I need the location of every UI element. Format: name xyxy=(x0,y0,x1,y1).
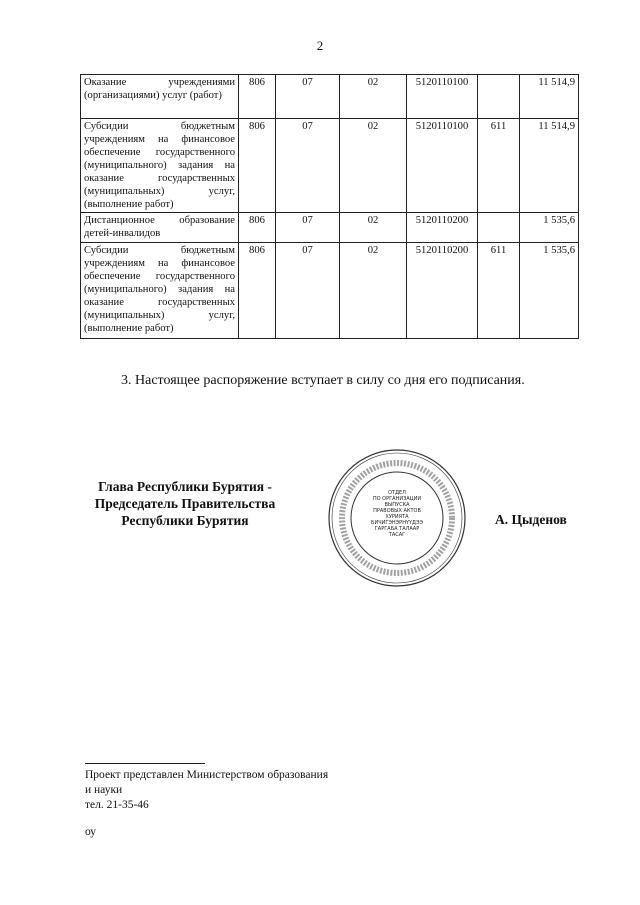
row-amount: 11 514,9 xyxy=(520,75,579,119)
row-section: 07 xyxy=(276,213,340,243)
row-section: 07 xyxy=(276,75,340,119)
stamp-line: ПО ОРГАНИЗАЦИИ xyxy=(372,496,422,502)
row-subsection: 02 xyxy=(340,75,407,119)
row-amount: 11 514,9 xyxy=(520,119,579,213)
row-type xyxy=(478,75,520,119)
footnote xyxy=(85,768,328,813)
row-name: Субсидии бюджетным учреждениям на финансовое обеспечение государственного (муниципального) задания на оказание государственных (муниципальных) услуг, (выполнение работ) xyxy=(81,119,239,213)
row-code: 806 xyxy=(239,75,276,119)
row-code: 806 xyxy=(239,243,276,339)
stamp-line: ОТДЕЛ xyxy=(388,490,406,496)
row-amount: 1 535,6 xyxy=(520,213,579,243)
row-target: 5120110100 xyxy=(407,75,478,119)
row-type: 611 xyxy=(478,243,520,339)
stamp-line: ГАРГАБА ТАЛААР xyxy=(374,526,420,532)
footnote-line: тел. 21-35-46 xyxy=(85,799,149,811)
official-stamp xyxy=(327,448,467,588)
row-target: 5120110200 xyxy=(407,243,478,339)
signature-title-line: Глава Республики Бурятия - xyxy=(98,479,272,494)
row-target: 5120110100 xyxy=(407,119,478,213)
stamp-line: ПРАВОВЫХ АКТОВ xyxy=(373,508,421,514)
row-name: Субсидии бюджетным учреждениям на финансовое обеспечение государственного (муниципального) задания на оказание государственных (муниципальных) услуг, (выполнение работ) xyxy=(81,243,239,339)
row-target: 5120110200 xyxy=(407,213,478,243)
stamp-line: ВЫПУСКА xyxy=(384,502,410,508)
stamp-line: БИЧИГЭНЭРНҮҮДЭЭ xyxy=(371,520,423,526)
signature-title-line: Республики Бурятия xyxy=(121,513,249,528)
footnote-line: и науки xyxy=(85,784,123,796)
row-code: 806 xyxy=(239,213,276,243)
row-amount: 1 535,6 xyxy=(520,243,579,339)
table-row xyxy=(81,213,579,243)
footnote-line: Проект представлен Министерством образования xyxy=(85,769,329,781)
row-code: 806 xyxy=(239,119,276,213)
clause-text: 3. Настоящее распоряжение вступает в силу со дня его подписания. xyxy=(121,373,525,388)
row-subsection: 02 xyxy=(340,243,407,339)
row-subsection: 02 xyxy=(340,119,407,213)
signature-title xyxy=(80,478,290,529)
table-row xyxy=(81,75,579,119)
executor-initials: оу xyxy=(85,826,97,838)
signatory-name: А. Цыденов xyxy=(495,512,567,527)
row-name: Оказание учреждениями (организациями) услуг (работ) xyxy=(81,75,239,119)
signature-title-line: Председатель Правительства xyxy=(94,496,276,511)
table-row xyxy=(81,119,579,213)
table-row xyxy=(81,243,579,339)
row-name: Дистанционное образование детей-инвалидов xyxy=(81,213,239,243)
row-type: 611 xyxy=(478,119,520,213)
row-type xyxy=(478,213,520,243)
page-number: 2 xyxy=(316,38,324,53)
stamp-line: ХУРИЯТА xyxy=(385,514,409,520)
row-section: 07 xyxy=(276,243,340,339)
row-subsection: 02 xyxy=(340,213,407,243)
footnote-divider xyxy=(85,763,205,764)
row-section: 07 xyxy=(276,119,340,213)
budget-table xyxy=(80,74,579,339)
stamp-line: ТАСАГ xyxy=(388,532,406,538)
